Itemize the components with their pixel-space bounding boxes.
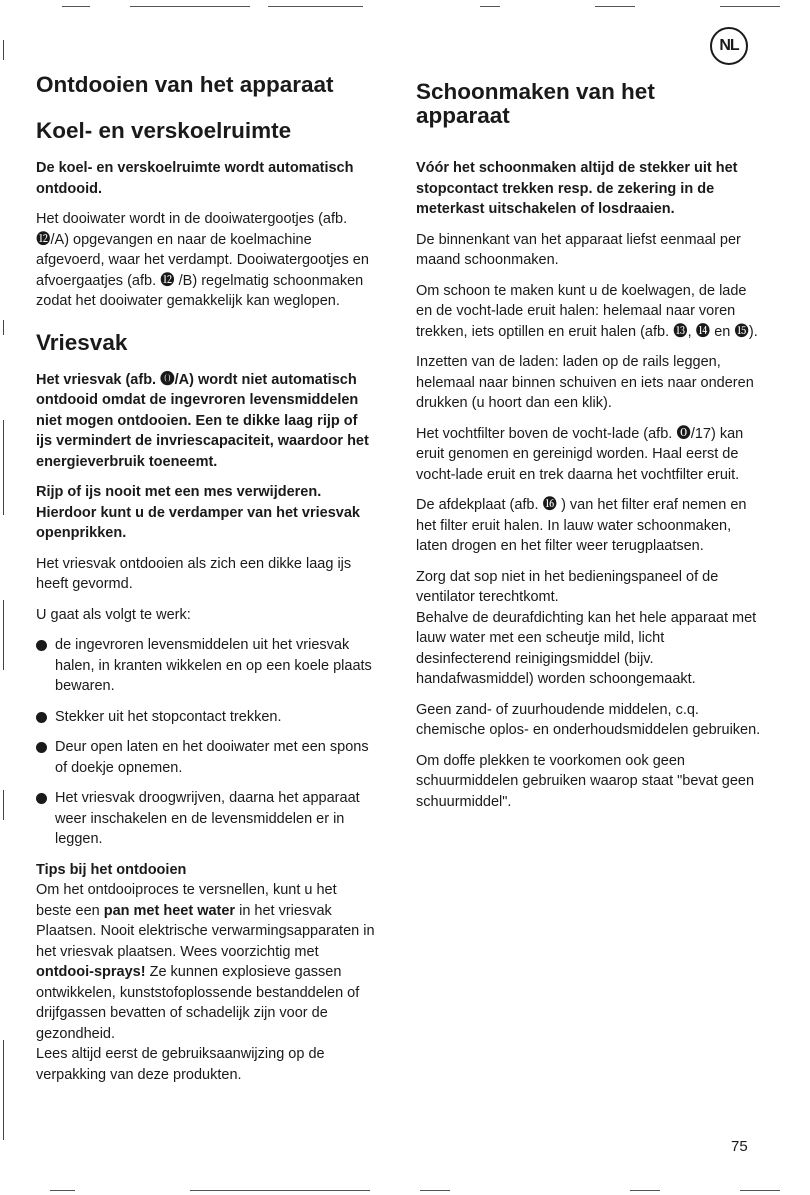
scan-line [50, 1190, 75, 1191]
list-item-text: Deur open laten en het dooiwater met een spons of doekje opnemen. [55, 739, 369, 776]
tips-block [36, 860, 376, 1086]
freezer-bold-note: Het vriesvak (afb. ⓿/A) wordt niet automatisch ontdooid omdat de ingevroren levensmiddelen niet mogen ontdooien. Een te dikke laag rijp of ijs vermindert de invriescapaciteit, waardoor het energieverbruik toeneemt. [36, 371, 369, 470]
left-column [36, 72, 376, 1085]
language-badge: NL [710, 27, 748, 65]
cleaning-paragraph: Om schoon te maken kunt u de koelwagen, de lade en de vocht-lade eruit halen: helemaal naar voren trekken, iets optillen en eruit halen (afb. ⓭, ⓮ en ⓯). [416, 282, 758, 340]
margin-mark [3, 320, 4, 335]
bullet-icon [36, 712, 47, 723]
list-item [36, 707, 376, 728]
freezer-steps-intro: U gaat als volgt te werk: [36, 606, 191, 623]
fridge-paragraph: Het dooiwater wordt in de dooiwatergootjes (afb. ⓬/A) opgevangen en naar de koelmachine afgevoerd, waar het verdampt. Dooiwatergootjes en afvoergaatjes (afb. ⓬ /B) regelmatig schoonmaken zodat het dooiwater gemakkelijk kan weglopen. [36, 211, 369, 309]
scan-line [62, 6, 90, 7]
heading-fridge: Koel- en verskoelruimte [36, 118, 292, 143]
tips-paragraph: Om het ontdooiproces te versnellen, kunt u het beste een pan met heet water in het vriesvak Plaatsen. Nooit elektrische verwarmingsapparaten in het vriesvak plaatsen. Wees voorzichtig met ontdooi-sprays! Ze kunnen explosieve gassen ontwikkelen, kunststofoplossende bestanddelen of drijfgassen bevatten of schadelijk zijn voor de gezondheid. [36, 882, 375, 1042]
page-number: 75 [731, 1138, 748, 1155]
section-title-cleaning: Schoonmaken van het apparaat [416, 79, 655, 128]
margin-mark [3, 420, 4, 515]
section-title-defrost: Ontdooien van het apparaat [36, 72, 334, 97]
scan-line [720, 6, 780, 7]
bullet-icon [36, 742, 47, 753]
cleaning-paragraph: Om doffe plekken te voorkomen ook geen schuurmiddelen gebruiken waarop staat "bevat geen schuurmiddel". [416, 752, 755, 810]
cleaning-paragraph: De binnenkant van het apparaat liefst eenmaal per maand schoonmaken. [416, 231, 741, 268]
cleaning-paragraph: Het vochtfilter boven de vocht-lade (afb. ⓿/17) kan eruit genomen en gereinigd worden. Haal eerst de vocht-lade eruit en trek daarna het vochtfilter eruit. [416, 425, 744, 483]
margin-mark [3, 1040, 4, 1140]
margin-mark [3, 40, 4, 60]
scan-line [268, 6, 363, 7]
bullet-icon [36, 640, 47, 651]
heading-freezer: Vriesvak [36, 329, 128, 355]
scan-line [740, 1190, 780, 1191]
scan-line [595, 6, 635, 7]
right-column [416, 72, 761, 822]
list-item [36, 737, 376, 778]
cleaning-paragraph: De afdekplaat (afb. ⓰ ) van het filter eraf nemen en het filter eruit halen. In lauw water schoonmaken, laten drogen en het filter weer terugplaatsen. [416, 497, 747, 554]
cleaning-paragraph: Geen zand- of zuurhoudende middelen, c.q. chemische oplos- en onderhoudsmiddelen gebruiken. [416, 701, 761, 738]
list-item [36, 788, 376, 850]
cleaning-paragraph: Zorg dat sop niet in het bedieningspaneel of de ventilator terechtkomt. Behalve de deurafdichting kan het hele apparaat met lauw water met een scheutje mild, licht desinfecterend reinigingsmiddel (bijv. handafwasmiddel) worden schoongemaakt. [416, 568, 757, 687]
scan-line [480, 6, 500, 7]
cleaning-warning: Vóór het schoonmaken altijd de stekker uit het stopcontact trekken resp. de zekering in de meterkast uitschakelen of losdraaien. [416, 160, 738, 217]
margin-mark [3, 790, 4, 820]
freezer-paragraph: Het vriesvak ontdooien als zich een dikke laag ijs heeft gevormd. [36, 555, 352, 592]
scan-line [190, 1190, 370, 1191]
tips-heading: Tips bij het ontdooien [36, 861, 187, 878]
scan-line [420, 1190, 450, 1191]
list-item [36, 635, 376, 697]
tips-note: Lees altijd eerst de gebruiksaanwijzing op de verpakking van deze produkten. [36, 1046, 325, 1083]
list-item-text: de ingevroren levensmiddelen uit het vriesvak halen, in kranten wikkelen en op een koele plaats bewaren. [55, 637, 372, 694]
cleaning-paragraph: Inzetten van de laden: laden op de rails leggen, helemaal naar binnen schuiven en iets naar onderen drukken (u hoort dan een klik). [416, 354, 754, 411]
freezer-warning: Rijp of ijs nooit met een mes verwijderen. Hierdoor kunt u de verdamper van het vriesvak openprikken. [36, 484, 360, 541]
list-item-text: Stekker uit het stopcontact trekken. [55, 708, 282, 725]
scan-line [130, 6, 250, 7]
bullet-icon [36, 793, 47, 804]
list-item-text: Het vriesvak droogwrijven, daarna het apparaat weer inschakelen en de levensmiddelen er in leggen. [55, 790, 360, 847]
scan-line [630, 1190, 660, 1191]
margin-mark [3, 600, 4, 670]
fridge-bold-note: De koel- en verskoelruimte wordt automatisch ontdooid. [36, 160, 354, 197]
